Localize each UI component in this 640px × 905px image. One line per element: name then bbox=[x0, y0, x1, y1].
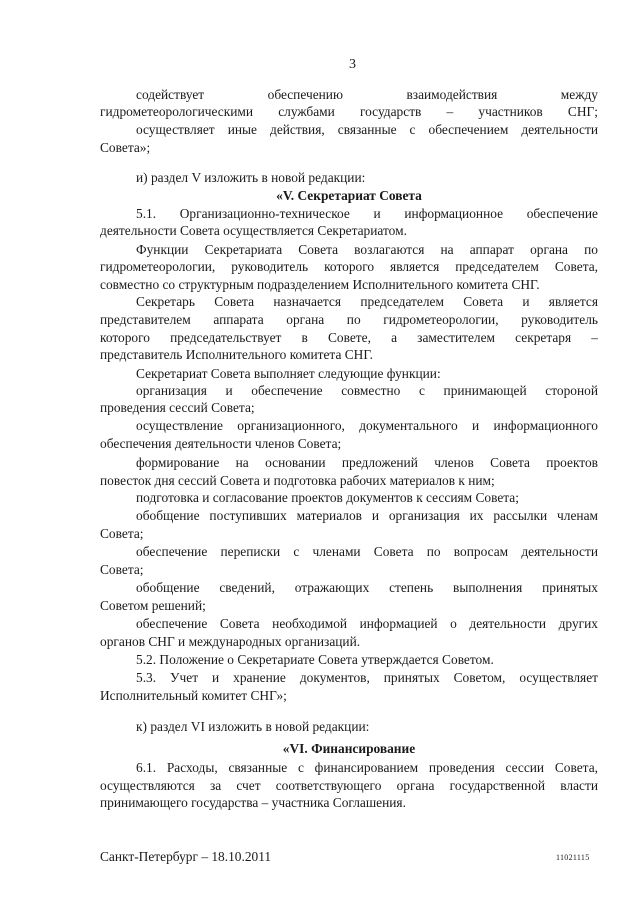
text-line: обеспечения деятельности членов Совета; bbox=[100, 436, 342, 451]
text-line: осуществляются за счет соответствующего органа государственной власти bbox=[100, 778, 598, 793]
text-line: повесток дня сессий Совета и подготовка рабочих материалов к ним; bbox=[100, 473, 495, 488]
text-line: совместно со структурным подразделением Исполнительного комитета СНГ. bbox=[100, 277, 540, 292]
text-line: и) раздел V изложить в новой редакции: bbox=[136, 170, 366, 185]
text-line: обобщение сведений, отражающих степень выполнения принятых bbox=[136, 580, 598, 595]
text-line: Секретарь Совета назначается председателем Совета и является bbox=[136, 294, 598, 309]
section-heading: «VI. Финансирование bbox=[282, 741, 416, 756]
text-line: Функции Секретариата Совета возлагаются на аппарат органа по bbox=[136, 242, 598, 257]
text-line: подготовка и согласование проектов документов к сессиям Совета; bbox=[136, 490, 519, 505]
text-line: Совета; bbox=[100, 526, 144, 541]
text-line: Исполнительный комитет СНГ»; bbox=[100, 688, 287, 703]
footer-doc-code: 11021115 bbox=[556, 853, 590, 862]
text-line: обеспечение Совета необходимой информацией о деятельности других bbox=[136, 616, 598, 631]
text-line: деятельности Совета осуществляется Секретариатом. bbox=[100, 223, 407, 238]
text-line: к) раздел VI изложить в новой редакции: bbox=[136, 719, 370, 734]
text-line: органов СНГ и международных организаций. bbox=[100, 634, 361, 649]
text-line: осуществляет иные действия, связанные с обеспечением деятельности bbox=[136, 122, 598, 137]
text-line: осуществление организационного, документального и информационного bbox=[136, 418, 598, 433]
text-line: 5.3. Учет и хранение документов, принятых Советом, осуществляет bbox=[136, 670, 598, 685]
text-line: организация и обеспечение совместно с принимающей стороной bbox=[136, 383, 598, 398]
text-line: обеспечение переписки с членами Совета по вопросам деятельности bbox=[136, 544, 598, 559]
text-line: Совета»; bbox=[100, 140, 151, 155]
text-line: представитель Исполнительного комитета СНГ. bbox=[100, 347, 373, 362]
text-line: формирование на основании предложений членов Совета проектов bbox=[136, 455, 598, 470]
page-number: 3 bbox=[349, 57, 356, 72]
text-line: проведения сессий Совета; bbox=[100, 400, 255, 415]
text-line: содействует обеспечению взаимодействия между bbox=[136, 87, 598, 102]
text-line: гидрометеорологии, руководитель которого является председателем Совета, bbox=[100, 259, 598, 274]
text-line: представителем аппарата органа по гидрометеорологии, руководитель bbox=[100, 312, 598, 327]
text-line: принимающего государства – участника Соглашения. bbox=[100, 795, 406, 810]
text-line: Советом решений; bbox=[100, 598, 206, 613]
text-line: 5.2. Положение о Секретариате Совета утверждается Советом. bbox=[136, 652, 494, 667]
text-line: Секретариат Совета выполняет следующие функции: bbox=[136, 366, 441, 381]
text-line: 5.1. Организационно-техническое и информационное обеспечение bbox=[136, 206, 598, 221]
text-line: Совета; bbox=[100, 562, 144, 577]
section-heading: «V. Секретариат Совета bbox=[276, 188, 422, 203]
text-line: которого председательствует в Совете, а заместителем секретаря – bbox=[100, 330, 598, 345]
text-line: обобщение поступивших материалов и организация их рассылки членам bbox=[136, 508, 598, 523]
text-line: гидрометеорологическими службами государств – участников СНГ; bbox=[100, 104, 598, 119]
text-line: 6.1. Расходы, связанные с финансированием проведения сессии Совета, bbox=[136, 760, 598, 775]
footer-location-date: Санкт-Петербург – 18.10.2011 bbox=[100, 849, 272, 864]
